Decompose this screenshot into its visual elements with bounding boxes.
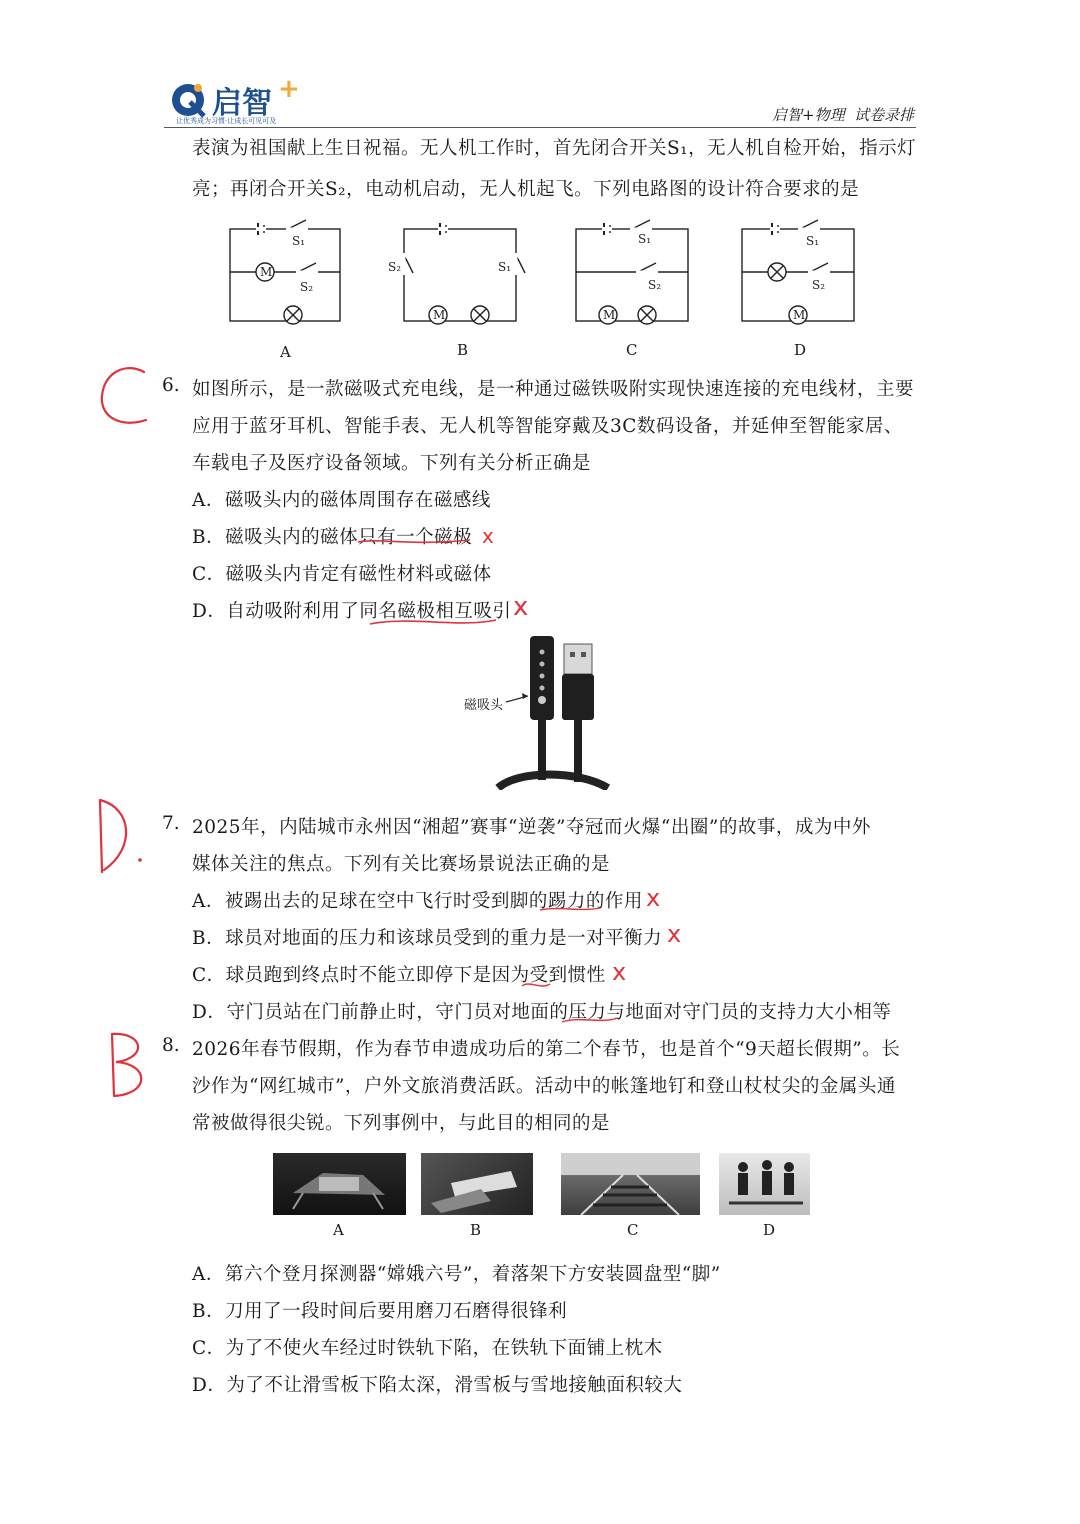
q6-figure [458, 630, 618, 790]
q8-option-a: A．第六个登月探测器“嫦娥六号”，着落架下方安装圆盘型“脚” [192, 1264, 721, 1285]
q6-answer-mark [96, 362, 156, 436]
header-right-label: 启智+物理 试卷录排 [772, 106, 915, 124]
logo-icon [168, 80, 208, 120]
q6-line-3: 车载电子及医疗设备领域。下列有关分析正确是 [192, 453, 592, 474]
q8-line-1: 2026年春节假期，作为春节申遗成功后的第二个春节，也是首个“9天超长假期”。长 [192, 1039, 901, 1060]
q8-photo-d [719, 1153, 810, 1215]
circuit-a [230, 220, 340, 324]
q6-cross-d: x [513, 592, 529, 622]
q8-answer-mark [104, 1028, 154, 1106]
circuit-label-a: A [280, 343, 291, 361]
q7-cross-c: x [612, 958, 627, 986]
circuit-label-d: D [794, 341, 807, 359]
q6-option-a: A．磁吸头内的磁体周围存在磁感线 [192, 490, 491, 511]
q6-red-annotations [350, 520, 540, 640]
a-s2: S₂ [300, 280, 314, 294]
logo-brand: 启智 [212, 86, 272, 121]
figure-label-magnetic-head: 磁吸头 [464, 698, 504, 713]
q7-number: 7. [162, 813, 180, 834]
b-motor: M [433, 308, 446, 322]
q6-option-d: D．自动吸附利用了同名磁极相互吸引 [192, 601, 512, 622]
q5-line-1: 表演为祖国献上生日祝福。无人机工作时，首先闭合开关S₁，无人机自检开始，指示灯 [192, 138, 917, 159]
q8-number: 8. [162, 1035, 180, 1056]
q6-line-1: 如图所示，是一款磁吸式充电线，是一种通过磁铁吸附实现快速连接的充电线材，主要 [192, 379, 915, 400]
q6-line-2: 应用于蓝牙耳机、智能手表、无人机等智能穿戴及3C数码设备，并延伸至智能家居、 [192, 416, 903, 437]
photo-label-b: B [470, 1221, 482, 1239]
q6-number: 6. [162, 375, 180, 396]
q7-cross-b: x [667, 920, 682, 948]
q8-photo-c [561, 1153, 700, 1215]
photo-label-c: C [627, 1221, 639, 1239]
q8-option-d: D．为了不让滑雪板下陷太深，滑雪板与雪地接触面积较大 [192, 1375, 683, 1396]
header-divider [164, 127, 916, 128]
q7-option-c: C．球员跑到终点时不能立即停下是因为受到惯性 [192, 965, 606, 986]
logo-tagline: 让优秀成为习惯·让成长可见可及 [176, 117, 277, 125]
q7-option-d: D．守门员站在门前静止时，守门员对地面的压力与地面对守门员的支持力大小相等 [192, 1002, 892, 1023]
d-motor: M [793, 308, 806, 322]
d-s1: S₁ [806, 234, 820, 248]
b-s1: S₁ [498, 260, 512, 274]
q7-answer-mark [92, 788, 152, 882]
q6-option-c: C．磁吸头内肯定有磁性材料或磁体 [192, 564, 492, 585]
c-s2: S₂ [648, 278, 662, 292]
q8-line-3: 常被做得很尖锐。下列事例中，与此目的相同的是 [192, 1113, 611, 1134]
q8-photo-a [273, 1153, 406, 1215]
q6-cross-b: x [482, 524, 494, 548]
q7-option-b: B．球员对地面的压力和该球员受到的重力是一对平衡力 [192, 928, 663, 949]
q8-photo-b [421, 1153, 533, 1215]
d-s2: S₂ [812, 278, 826, 292]
circuit-label-c: C [626, 341, 638, 359]
photo-label-a: A [333, 1221, 344, 1239]
photo-label-d: D [763, 1221, 776, 1239]
b-s2: S₂ [388, 260, 402, 274]
q5-circuit-diagrams [220, 215, 870, 365]
q8-option-c: C．为了不使火车经过时铁轨下陷，在铁轨下面铺上枕木 [192, 1338, 663, 1359]
a-s1: S₁ [292, 234, 306, 248]
q8-line-2: 沙作为“网红城市”，户外文旅消费活跃。活动中的帐篷地钉和登山杖杖尖的金属头通 [192, 1076, 896, 1097]
q7-line-1: 2025年，内陆城市永州因“湘超”赛事“逆袭”夺冠而火爆“出圈”的故事，成为中外 [192, 817, 871, 838]
q8-option-b: B．刀用了一段时间后要用磨刀石磨得很锋利 [192, 1301, 568, 1322]
header-logo [168, 76, 318, 126]
logo-plus: + [278, 74, 300, 104]
circuit-c [576, 220, 688, 324]
c-s1: S₁ [638, 232, 652, 246]
q7-option-a: A．被踢出去的足球在空中飞行时受到脚的踢力的作用 [192, 891, 643, 912]
q6-option-b: B．磁吸头内的磁体只有一个磁极 [192, 527, 473, 548]
circuit-label-b: B [457, 341, 469, 359]
q5-line-2: 亮；再闭合开关S₂，电动机启动，无人机起飞。下列电路图的设计符合要求的是 [192, 179, 860, 200]
q7-cross-a: x [646, 884, 661, 912]
a-motor: M [260, 265, 273, 279]
c-motor: M [603, 308, 616, 322]
q7-line-2: 媒体关注的焦点。下列有关比赛场景说法正确的是 [192, 854, 611, 875]
